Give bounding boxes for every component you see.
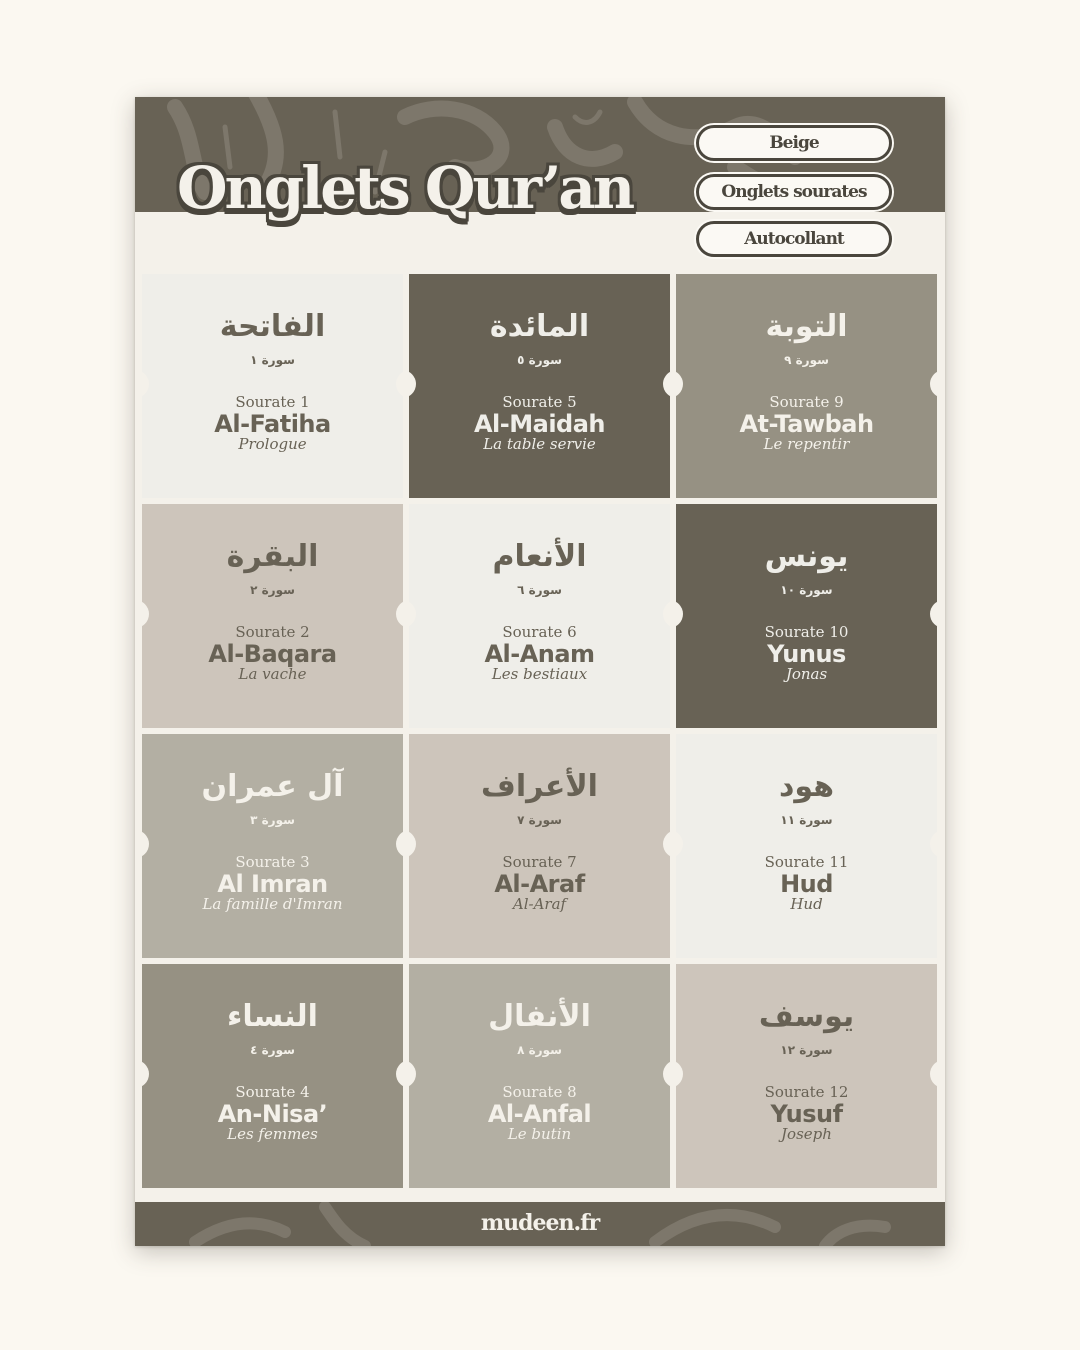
card-notch-left xyxy=(409,600,416,628)
card-notch-left xyxy=(676,1060,683,1088)
surah-card xyxy=(142,964,403,1188)
surah-number: Sourate 2 xyxy=(235,623,310,641)
surah-number: Sourate 7 xyxy=(502,853,577,871)
surah-arabic-number: سورة ٢ xyxy=(250,583,295,597)
surah-arabic-number: سورة ٥ xyxy=(517,353,562,367)
surah-arabic-number: سورة ١٠ xyxy=(780,583,833,597)
surah-card xyxy=(409,504,670,728)
surah-number: Sourate 12 xyxy=(764,1083,849,1101)
surah-french-name: Hud xyxy=(790,895,823,913)
surah-french-name: Prologue xyxy=(238,435,307,453)
card-notch-right xyxy=(396,600,403,628)
tag-product: Onglets sourates xyxy=(696,174,892,210)
surah-number: Sourate 10 xyxy=(764,623,849,641)
surah-french-name: La vache xyxy=(238,665,307,683)
surah-french-name: Jonas xyxy=(785,665,828,683)
surah-number: Sourate 6 xyxy=(502,623,577,641)
surah-arabic-name: يونس xyxy=(764,539,849,574)
card-notch-left xyxy=(409,370,416,398)
surah-number: Sourate 1 xyxy=(235,393,310,411)
surah-name: Yusuf xyxy=(770,1100,843,1128)
surah-french-name: Les bestiaux xyxy=(491,665,588,683)
surah-arabic-name: النساء xyxy=(227,999,318,1034)
surah-arabic-name: التوبة xyxy=(765,309,848,344)
surah-name: Hud xyxy=(780,870,833,898)
card-notch-left xyxy=(676,370,683,398)
surah-arabic-name: الفاتحة xyxy=(219,309,326,344)
surah-name: Al-Anfal xyxy=(487,1100,592,1128)
surah-french-name: La table servie xyxy=(483,435,596,453)
card-notch-right xyxy=(663,830,670,858)
surah-arabic-name: البقرة xyxy=(226,539,319,574)
surah-arabic-name: يوسف xyxy=(758,999,855,1034)
footer-banner xyxy=(135,1202,945,1246)
surah-arabic-number: سورة ٧ xyxy=(517,813,562,827)
surah-arabic-name: المائدة xyxy=(489,309,590,344)
surah-name: At-Tawbah xyxy=(739,410,874,438)
surah-number: Sourate 3 xyxy=(235,853,310,871)
surah-name: Al-Araf xyxy=(494,870,585,898)
surah-name: Al-Fatiha xyxy=(214,410,331,438)
surah-arabic-name: الأنعام xyxy=(492,539,587,574)
card-notch-right xyxy=(396,1060,403,1088)
card-notch-left xyxy=(409,1060,416,1088)
surah-card xyxy=(676,964,937,1188)
tag-color: Beige xyxy=(696,125,892,161)
surah-card xyxy=(142,274,403,498)
surah-card xyxy=(409,274,670,498)
card-notch-right xyxy=(930,600,937,628)
tag-type: Autocollant xyxy=(696,221,892,257)
card-notch-left xyxy=(142,600,149,628)
card-notch-right xyxy=(663,600,670,628)
surah-name: Al-Maidah xyxy=(473,410,606,438)
surah-arabic-number: سورة ١٢ xyxy=(780,1043,833,1057)
surah-arabic-name: الأنفال xyxy=(488,999,591,1034)
card-notch-left xyxy=(409,830,416,858)
surah-arabic-name: الأعراف xyxy=(481,769,598,804)
card-notch-right xyxy=(930,370,937,398)
card-notch-right xyxy=(930,1060,937,1088)
surah-number: Sourate 5 xyxy=(502,393,577,411)
sticker-sheet xyxy=(135,97,945,1246)
surah-name: An-Nisa’ xyxy=(217,1100,328,1128)
card-notch-left xyxy=(676,600,683,628)
surah-card xyxy=(142,504,403,728)
surah-arabic-number: سورة ٣ xyxy=(250,813,295,827)
surah-arabic-number: سورة ٤ xyxy=(250,1043,295,1057)
surah-card xyxy=(409,734,670,958)
card-notch-left xyxy=(142,370,149,398)
surah-french-name: Joseph xyxy=(781,1125,832,1143)
surah-number: Sourate 8 xyxy=(502,1083,577,1101)
surah-french-name: Les femmes xyxy=(227,1125,318,1143)
surah-french-name: Al-Araf xyxy=(512,895,567,913)
surah-arabic-number: سورة ٩ xyxy=(784,353,829,367)
surah-card xyxy=(409,964,670,1188)
card-notch-right xyxy=(663,1060,670,1088)
surah-french-name: Le butin xyxy=(507,1125,572,1143)
surah-french-name: La famille d'Imran xyxy=(202,895,343,913)
card-notch-right xyxy=(663,370,670,398)
card-notch-right xyxy=(396,370,403,398)
card-notch-left xyxy=(676,830,683,858)
surah-arabic-name: آل عمران xyxy=(201,769,344,804)
surah-french-name: Le repentir xyxy=(763,435,850,453)
card-notch-left xyxy=(142,1060,149,1088)
card-notch-left xyxy=(142,830,149,858)
surah-arabic-number: سورة ٨ xyxy=(517,1043,562,1057)
card-notch-right xyxy=(396,830,403,858)
footer-site: mudeen.fr xyxy=(480,1210,600,1236)
surah-arabic-name: هود xyxy=(778,769,834,804)
page-title: Onglets Qur’an xyxy=(177,154,633,222)
surah-name: Al-Baqara xyxy=(208,640,337,668)
surah-number: Sourate 9 xyxy=(769,393,844,411)
surah-name: Yunus xyxy=(767,640,846,668)
surah-arabic-number: سورة ١ xyxy=(250,353,295,367)
card-notch-right xyxy=(930,830,937,858)
surah-name: Al Imran xyxy=(217,870,328,898)
surah-card xyxy=(676,504,937,728)
surah-number: Sourate 4 xyxy=(235,1083,310,1101)
surah-arabic-number: سورة ١١ xyxy=(780,813,833,827)
surah-arabic-number: سورة ٦ xyxy=(517,583,562,597)
surah-number: Sourate 11 xyxy=(764,853,849,871)
surah-name: Al-Anam xyxy=(484,640,595,668)
surah-card xyxy=(676,734,937,958)
surah-card xyxy=(676,274,937,498)
surah-card xyxy=(142,734,403,958)
